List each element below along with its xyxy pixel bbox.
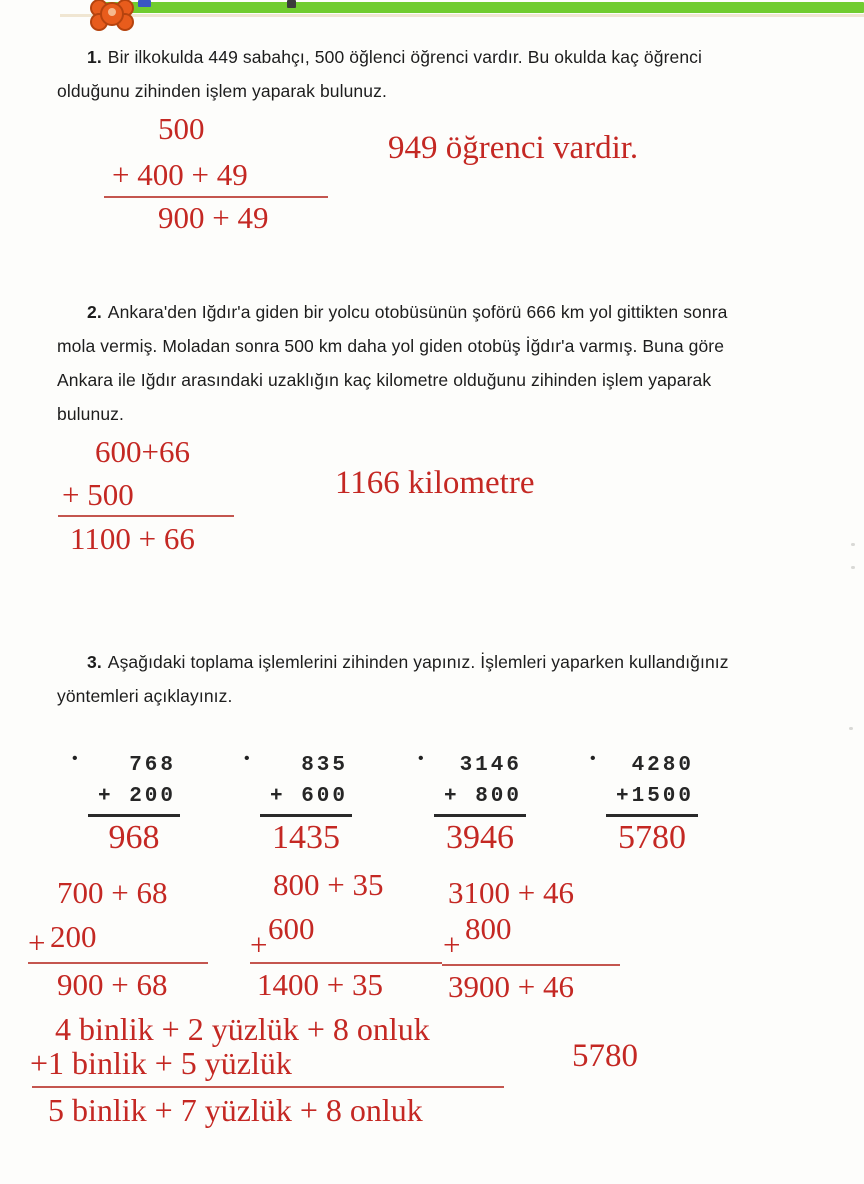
problem-1-line1: Bir ilkokulda 449 sabahçı, 500 öğlenci öğrenci vardır. Bu okulda kaç öğrenci (107, 47, 702, 67)
problem-2-text-line1 (57, 300, 847, 324)
problem-1-number: 1. (87, 47, 102, 67)
problem-1-work-row1: 500 (158, 111, 205, 146)
work-top: 800 + 35 (273, 867, 384, 902)
addend-top: 4280 (631, 754, 694, 777)
problem-2-work-result: 1100 + 66 (70, 521, 195, 556)
plus-sign: + (443, 927, 461, 962)
place-value-row1: 4 binlik + 2 yüzlük + 8 onluk (55, 1011, 430, 1047)
problem-2-number: 2. (87, 302, 102, 322)
sum-result: 5780 (618, 819, 686, 856)
problem-1-work-row2: + 400 + 49 (112, 157, 248, 192)
sum-result: 3946 (446, 819, 514, 856)
addition-column-2 (244, 750, 348, 857)
problem-2-work-row2: + 500 (62, 477, 134, 512)
place-value-result: 5 binlik + 7 yüzlük + 8 onluk (48, 1092, 423, 1128)
sum-line (434, 814, 526, 817)
addend-top: 835 (301, 754, 348, 777)
plus-sign: + (250, 927, 268, 962)
problem-2-work-row1: 600+66 (95, 434, 190, 469)
place-value-answer: 5780 (572, 1038, 638, 1074)
place-value-underline (32, 1086, 504, 1088)
addition-column-3 (418, 750, 522, 857)
sum-result: 1435 (272, 819, 340, 856)
work-result: 1400 + 35 (257, 967, 383, 1002)
problem-2-answer: 1166 kilometre (335, 465, 535, 501)
problem-1-work-underline (104, 196, 328, 198)
problem-2-line3: Ankara ile Iğdır arasındaki uzaklığın kaç kilometre olduğunu zihinden işlem yaparak (57, 370, 712, 390)
problem-1-answer: 949 öğrenci vardir. (388, 130, 639, 166)
plus-sign: + (28, 925, 46, 960)
work-top: 3100 + 46 (448, 875, 574, 910)
problem-2-line1: Ankara'den Iğdır'a giden bir yolcu otobüsünün şoförü 666 km yol gittikten sonra (107, 302, 728, 322)
sum-line (606, 814, 698, 817)
addition-column-1 (72, 750, 176, 857)
cropped-header-mark-dark (287, 0, 296, 8)
scan-artifact (849, 727, 853, 730)
mascot-icon (86, 0, 138, 32)
problem-1-work-result: 900 + 49 (158, 200, 269, 235)
problem-2-line2: mola vermiş. Moladan sonra 500 km daha yol giden otobüş İğdır'a varmış. Buna göre (57, 336, 725, 356)
sum-result: 968 (108, 819, 160, 856)
work-addend: 800 (465, 911, 512, 946)
problem-1-line2: olduğunu zihinden işlem yaparak bulunuz. (57, 81, 387, 101)
addend-top: 768 (129, 754, 176, 777)
addition-column-4 (590, 750, 694, 857)
addend-bottom: + 800 (443, 785, 522, 808)
problem-3-number: 3. (87, 652, 102, 672)
decorative-green-bar (93, 2, 864, 13)
work-addend: 200 (50, 919, 97, 954)
addend-bottom: + 200 (97, 785, 176, 808)
addend-bottom: +1500 (615, 785, 694, 808)
bullet-icon: • (418, 750, 424, 767)
work-result: 900 + 68 (57, 967, 168, 1002)
cropped-header-mark-blue (138, 0, 151, 7)
work-addend: 600 (268, 911, 315, 946)
scan-edge-line (60, 14, 864, 17)
addend-top: 3146 (459, 754, 522, 777)
scan-artifact (851, 566, 855, 569)
problem-1-text-line1 (57, 45, 847, 69)
problem-3-line1: Aşağıdaki toplama işlemlerini zihinden yapınız. İşlemleri yaparken kullandığınız (107, 652, 729, 672)
sum-line (260, 814, 352, 817)
place-value-row2: +1 binlik + 5 yüzlük (30, 1045, 292, 1081)
scan-artifact (851, 543, 855, 546)
bullet-icon: • (590, 750, 596, 767)
work-underline (250, 962, 442, 964)
sum-line (88, 814, 180, 817)
addend-bottom: + 600 (269, 785, 348, 808)
work-result: 3900 + 46 (448, 969, 574, 1004)
problem-2-work-underline (58, 515, 234, 517)
work-top: 700 + 68 (57, 875, 168, 910)
work-underline (28, 962, 208, 964)
problem-3-line2: yöntemleri açıklayınız. (57, 686, 233, 706)
problem-3-text-line1 (57, 650, 847, 674)
bullet-icon: • (244, 750, 250, 767)
work-underline (442, 964, 620, 966)
bullet-icon: • (72, 750, 78, 767)
problem-2-line4: bulunuz. (57, 404, 124, 424)
